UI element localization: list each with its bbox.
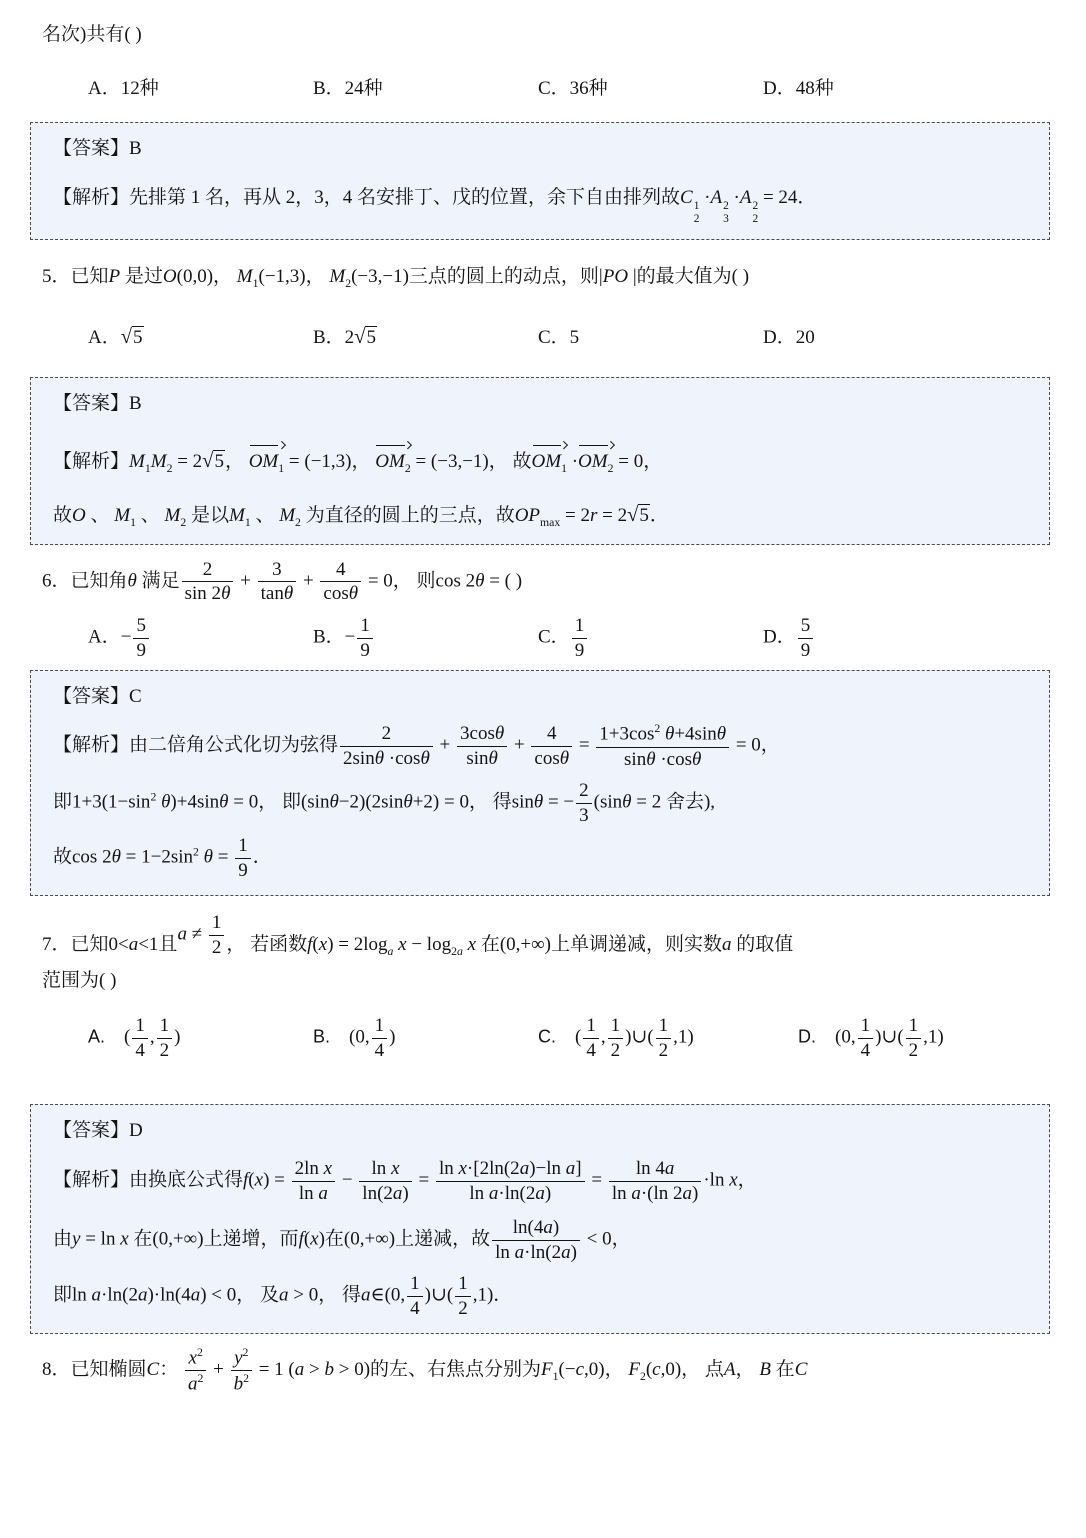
q7-answer-box — [30, 1104, 1050, 1335]
q4-analysis-line: 【解析】先排第 1 名，再从 2，3，4 名安排丁、戊的位置，余下自由排列故C 1 2 ·A 2 3 ·A 2 2 = 24． — [53, 187, 817, 226]
q6-analysis-line-2: 即$1+3(1-\sin^2$ θ)+4sinθ = 0， 即(sinθ−2)(2sinθ+2) = 0， 得sinθ = − $\frac{2}{3}$ (sinθ = 2 舍去), — [53, 780, 716, 827]
q4-option-c: C．36种 — [538, 77, 608, 99]
q7-answer-line: 【答案】D — [53, 1119, 143, 1141]
q5-option-c: C．5 — [538, 327, 580, 349]
q6-option-a: A．− $\frac{5}{9}$ — [88, 615, 313, 662]
q7-analysis-line-1: 【解析】由换底公式得f(x) = $\frac{\text{2ln x}}{\text{ln a}}$ − $\frac{\text{ln x}}{\ln(2a)}$ = $\frac{\text{ln x·[2ln(2a)−ln a]}}{\text{ln a·ln(2a)}}$ = $\frac{\ln 4a}{\text{ln a·(ln 2a)}}$ ·ln x， — [53, 1158, 757, 1204]
q5-analysis-line-2: 故O 、 $M_1$ 、 $M_2$ 是以$M_1$ 、 $M_2$ 为直径的圆上的三点，故$OP_{max} = 2r = 2√5$． — [53, 503, 669, 529]
q7-stem-line-2: 范围为( ) — [42, 970, 117, 992]
q5-option-a: A．√5 — [88, 326, 143, 349]
q4-stem-tail: 名次)共有( ) — [42, 24, 142, 45]
q4-option-d: D．48种 — [763, 77, 834, 99]
q4-option-b: B．24种 — [313, 77, 383, 99]
q7-option-c: C. ( $\frac{1}{4}$ , $\frac{1}{2}$ )∪( $\frac{1}{2}$ ,1) — [538, 1014, 694, 1061]
q5-analysis-line-1: 【解析】$M_1M_2 = 2√5$， $OM_1 = (-1,3)$， $OM_2 = (-3,-1)$， 故$OM_1 \cdot OM_2 = 0$， — [53, 442, 1031, 477]
q5-answer-line: 【答案】B — [53, 393, 142, 415]
q4-answer-line: 【答案】B — [53, 137, 142, 159]
q6-option-c: C． $\frac{1}{9}$ — [538, 615, 763, 662]
q7-stem-line-1: 7．已知0<a<1且a ≠ $\frac{1}{2}$ ， 若函数$f(x) = 2\log_a$ $x - \log_{2a} x$ 在(0,+∞)上单调递减，则实数a 的取值 — [42, 911, 794, 958]
q4-answer-box — [30, 122, 1050, 240]
q7-option-d: D. (0, $\frac{1}{4}$ )∪( $\frac{1}{2}$ ,1) — [798, 1014, 944, 1061]
q5-stem: 5．已知P 是过O(0,0)， $M_1(-1,3)$， $M_2(-3,-1)$三点的圆上的动点，则|PO |的最大值为( ) — [42, 265, 750, 290]
q7-option-b: B. (0, $\frac{1}{4}$ ) — [313, 1014, 396, 1061]
q5-option-d: D．20 — [763, 327, 815, 349]
q6-analysis-line-1: 【解析】由二倍角公式化切为弦得 $\frac{2}{2\sin\theta \cdot\cos\theta}$ + $\frac{3\cos\theta}{\sin\theta}$ + $\frac{4}{\cos\theta}$ = $\frac{1+3\cos^2 \theta+4\sin\theta}{\sin\theta \cdot\cos\theta}$ = 0， — [53, 722, 780, 770]
q6-option-b: B．− $\frac{1}{9}$ — [313, 615, 538, 662]
q6-options-row — [42, 615, 1044, 662]
q6-answer-box — [30, 670, 1050, 896]
q7-analysis-line-3: 即ln a·ln(2a)·ln(4a) < 0， 及a > 0， 得a∈(0, $\frac{1}{4}$ )∪( $\frac{1}{2}$ ,1)． — [53, 1273, 513, 1320]
q5-answer-box — [30, 377, 1050, 544]
q5-option-b: B．2√5 — [313, 326, 376, 349]
q6-stem: 6．已知角θ 满足 $\frac{2}{\sin 2\theta}$ + $\frac{3}{\tan\theta}$ + $\frac{4}{\cos\theta}$ = 0， 则cos 2θ = ( ) — [42, 558, 523, 605]
q4-options-row — [42, 73, 1044, 100]
q8-stem: 8．已知椭圆C： $\frac{x^2}{a^2}$ + $\frac{y^2}{b^2}$ = 1 (a > b > 0)的左、右焦点分别为$F_1(-c,0)$， $F_2(c,0)$， 点A， B 在C — [42, 1346, 808, 1395]
q7-options-row — [42, 1015, 1044, 1062]
q4-option-a: A．12种 — [88, 77, 159, 99]
q7-analysis-line-2: 由y = ln x 在(0,+∞)上递增，而f(x)在(0,+∞)上递减，故 $\frac{\ln(4a)}{\text{ln a·ln(2a)}}$ < 0， — [53, 1216, 631, 1263]
q6-analysis-line-3: 故$\cos 2\theta = 1-2\sin^2$ θ = $\frac{1}{9}$ ． — [53, 835, 272, 881]
q6-answer-line: 【答案】C — [53, 685, 142, 707]
q6-option-d: D． $\frac{5}{9}$ — [763, 615, 1044, 662]
q5-options-row — [42, 322, 1044, 349]
q7-option-a: A. ( $\frac{1}{4}$ , $\frac{1}{2}$ ) — [88, 1014, 181, 1061]
